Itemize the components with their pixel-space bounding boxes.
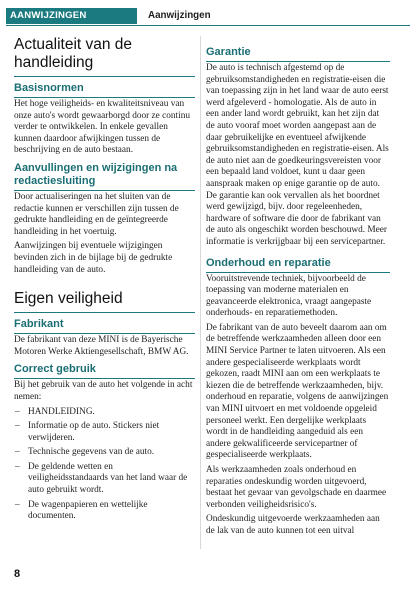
chapter-tab: AANWIJZINGEN [6, 8, 137, 24]
paragraph: Ondeskundig uitgevoerde werkzaamheden aan de lak van de auto kunnen tot een uitval [206, 514, 380, 536]
list-item: – De wagenpapieren en wettelijke documenten. [14, 500, 195, 523]
section-title-actualiteit: Actualiteit van de handleiding [14, 36, 195, 77]
paragraph: Vooruitstrevende techniek, bijvoorbeeld de toepassing van moderne materialen en geavanceerde elektronica, vraagt aangepaste onderhouds- en reparatiemethoden. [206, 273, 372, 319]
subheading-rule [14, 190, 195, 191]
heading-aanvullingen: Aanvullingen en wijzigingen na redactiesluiting [14, 161, 178, 187]
page-number: 8 [14, 568, 21, 580]
section-title-eigen-veiligheid: Eigen veiligheid [14, 290, 195, 313]
page-header [0, 0, 416, 26]
paragraph: De auto is technisch afgestemd op de gebruiksomstandigheden en registratie-eisen die van toepassing zijn in het land waar de auto eerst werd afgeleverd - homologatie. Als de auto in een ander land wordt gebruikt, kan het zijn dat de auto vooraf moet worden aangepast aan de daar gebruikelijke en eventueel afwijkende gebruiksomstandigheden en registratie-eisen. Als de auto niet aan de goedkeuringsvereisten voor een bepaald land voldoet, kunt u daar geen aanspraak maken op enige garantie op de auto. De garantie kan ook vervallen als het boordnet werd gewijzigd, bijv. door regeleenheden, hardware of software die door de fabrikant van de auto als ongeschikt worden beschouwd. Meer informatie is verkrijgbaar bij een servicepartner. [206, 63, 389, 247]
subheading-rule [14, 378, 195, 379]
heading-onderhoud: Onderhoud en reparatie [206, 256, 331, 269]
running-title: Aanwijzingen [148, 10, 211, 21]
heading-garantie: Garantie [206, 46, 251, 58]
subheading-rule [14, 333, 195, 334]
list-item: – De geldende wetten en veiligheidsstandaards van het land waar de auto gebruikt wordt. [14, 462, 195, 497]
subheading-rule [14, 97, 195, 98]
heading-fabrikant: Fabrikant [14, 318, 64, 331]
column-divider [200, 36, 201, 549]
list-item: – HANDLEIDING. [14, 407, 195, 419]
paragraph: Het hoge veiligheids- en kwaliteitsniveau van onze auto's wordt gewaarborgd door ze continu verder te ontwikkelen. In enkele gevallen kunnen daardoor afwijkingen tussen de beschrijving en de auto bestaan. [14, 99, 191, 156]
paragraph: Als werkzaamheden zoals onderhoud en reparaties ondeskundig worden uitgevoerd, bestaat het gevaar van gevolgschade en daarmee verbonden veiligheidsrisico's. [206, 465, 387, 510]
list-item: – Technische gegevens van de auto. [14, 447, 195, 459]
paragraph: Door actualiseringen na het sluiten van de redactie kunnen er verschillen zijn tussen de gedrukte handleiding en de geïntegreerde handleiding in het voertuig. [14, 191, 179, 237]
right-column [206, 36, 390, 541]
left-column [14, 36, 195, 526]
paragraph: Bij het gebruik van de auto het volgende in acht nemen: [14, 380, 193, 402]
heading-basisnormen: Basisnormen [14, 82, 84, 94]
paragraph: Aanwijzingen bij eventuele wijzigingen bevinden zich in de bijlage bij de gedrukte handleiding van de auto. [14, 241, 173, 275]
heading-correct-gebruik: Correct gebruik [14, 363, 96, 376]
subheading-rule [206, 272, 390, 273]
header-rule [6, 25, 410, 26]
paragraph: De fabrikant van deze MINI is de Bayerische Motoren Werke Aktiengesellschaft, BMW AG. [14, 335, 189, 357]
paragraph: De fabrikant van de auto beveelt daarom aan om de betreffende werkzaamheden alleen door een MINI Service Partner te laten uitvoeren. Als een andere gespecialiseerde werkplaats wordt gekozen, raadt MINI aan om een werkplaats te kiezen die de betreffende werkzaamheden, bijv. onderhoud en reparatie, volgens de aanwijzingen van MINI uitvoert en met voldoende opgeleid personeel werkt. Een dergelijke werkplaats wordt in de handleiding aangeduid als een andere gekwalificeerde servicepartner of gespecialiseerde werkplaats. [206, 322, 389, 461]
list-item: – Informatie op de auto. Stickers niet verwijderen. [14, 421, 195, 444]
usage-list [14, 407, 195, 523]
subheading-rule [206, 61, 390, 62]
